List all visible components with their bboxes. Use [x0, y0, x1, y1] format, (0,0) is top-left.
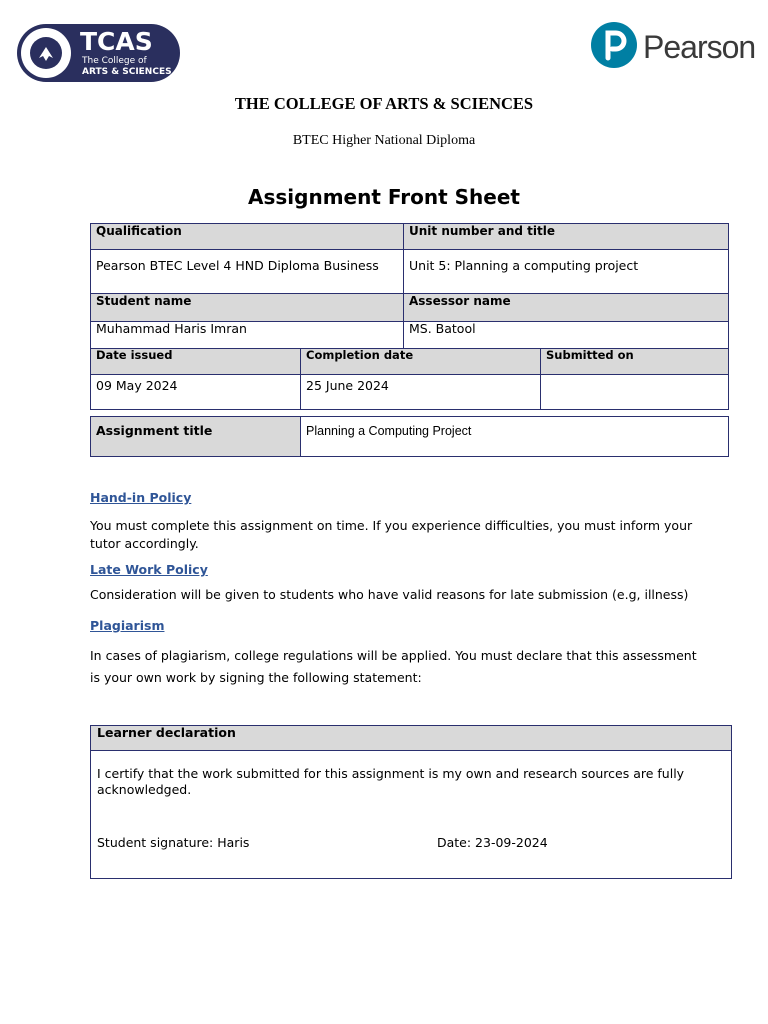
qualification-label-cell — [90, 223, 404, 250]
completion-label-cell — [300, 348, 541, 375]
pearson-wordmark: Pearson — [643, 29, 756, 65]
unit-value-cell — [403, 249, 729, 294]
assignment-title-value: Planning a Computing Project — [306, 424, 472, 438]
submitted-value-cell — [540, 374, 729, 410]
student-label: Student name — [96, 294, 192, 308]
unit-value: Unit 5: Planning a computing project — [409, 258, 639, 273]
late-work-policy-text: Consideration will be given to students who have valid reasons for late submission (e.g, illness) — [90, 587, 689, 602]
declaration-date: Date: 23-09-2024 — [437, 835, 548, 850]
tcas-subtitle: The College of ARTS & SCIENCES — [82, 56, 172, 77]
student-signature: Student signature: Haris — [97, 835, 250, 850]
date-issued-value-cell — [90, 374, 301, 410]
assignment-title-value-cell — [300, 416, 729, 457]
diploma-name: BTEC Higher National Diploma — [292, 133, 476, 148]
completion-value-cell — [300, 374, 541, 410]
qualification-value: Pearson BTEC Level 4 HND Diploma Business — [96, 258, 379, 273]
plagiarism-text: In cases of plagiarism, college regulations will be applied. You must declare that this assessment is your own work by signing the following statement: — [90, 648, 697, 685]
late-work-policy-heading: Late Work Policy — [90, 562, 208, 577]
completion-label: Completion date — [306, 348, 414, 362]
qualification-label: Qualification — [96, 224, 182, 238]
college-seal-icon — [21, 28, 71, 78]
assessor-value-cell — [403, 321, 729, 349]
submitted-label-cell — [540, 348, 729, 375]
assignment-title-label: Assignment title — [96, 423, 213, 438]
pearson-p-icon — [591, 22, 637, 68]
assessor-label-cell — [403, 293, 729, 322]
college-name: THE COLLEGE OF ARTS & SCIENCES — [234, 94, 534, 113]
student-value-cell — [90, 321, 404, 349]
completion-value: 25 June 2024 — [306, 378, 389, 393]
qualification-value-cell — [90, 249, 404, 294]
assessor-value: MS. Batool — [409, 321, 476, 336]
declaration-text: I certify that the work submitted for this assignment is my own and research sources are fully acknowledged. — [97, 766, 685, 797]
learner-declaration-heading: Learner declaration — [91, 726, 731, 751]
student-label-cell — [90, 293, 404, 322]
page-title: Assignment Front Sheet — [248, 185, 520, 209]
pearson-logo — [591, 22, 761, 74]
hand-in-policy-heading: Hand-in Policy — [90, 490, 192, 505]
date-issued-value: 09 May 2024 — [96, 378, 178, 393]
date-issued-label-cell — [90, 348, 301, 375]
hand-in-policy-text: You must complete this assignment on time. If you experience difficulties, you must inform your tutor accordingly. — [90, 518, 693, 551]
submitted-label: Submitted on — [546, 348, 634, 362]
unit-label: Unit number and title — [409, 224, 555, 238]
student-value: Muhammad Haris Imran — [96, 321, 247, 336]
date-issued-label: Date issued — [96, 348, 173, 362]
assignment-title-label-cell — [90, 416, 301, 457]
learner-declaration-box — [90, 725, 732, 879]
plagiarism-heading: Plagiarism — [90, 618, 165, 633]
unit-label-cell — [403, 223, 729, 250]
assessor-label: Assessor name — [409, 294, 511, 308]
tcas-wordmark: TCAS — [80, 27, 153, 56]
tcas-logo — [17, 24, 180, 82]
